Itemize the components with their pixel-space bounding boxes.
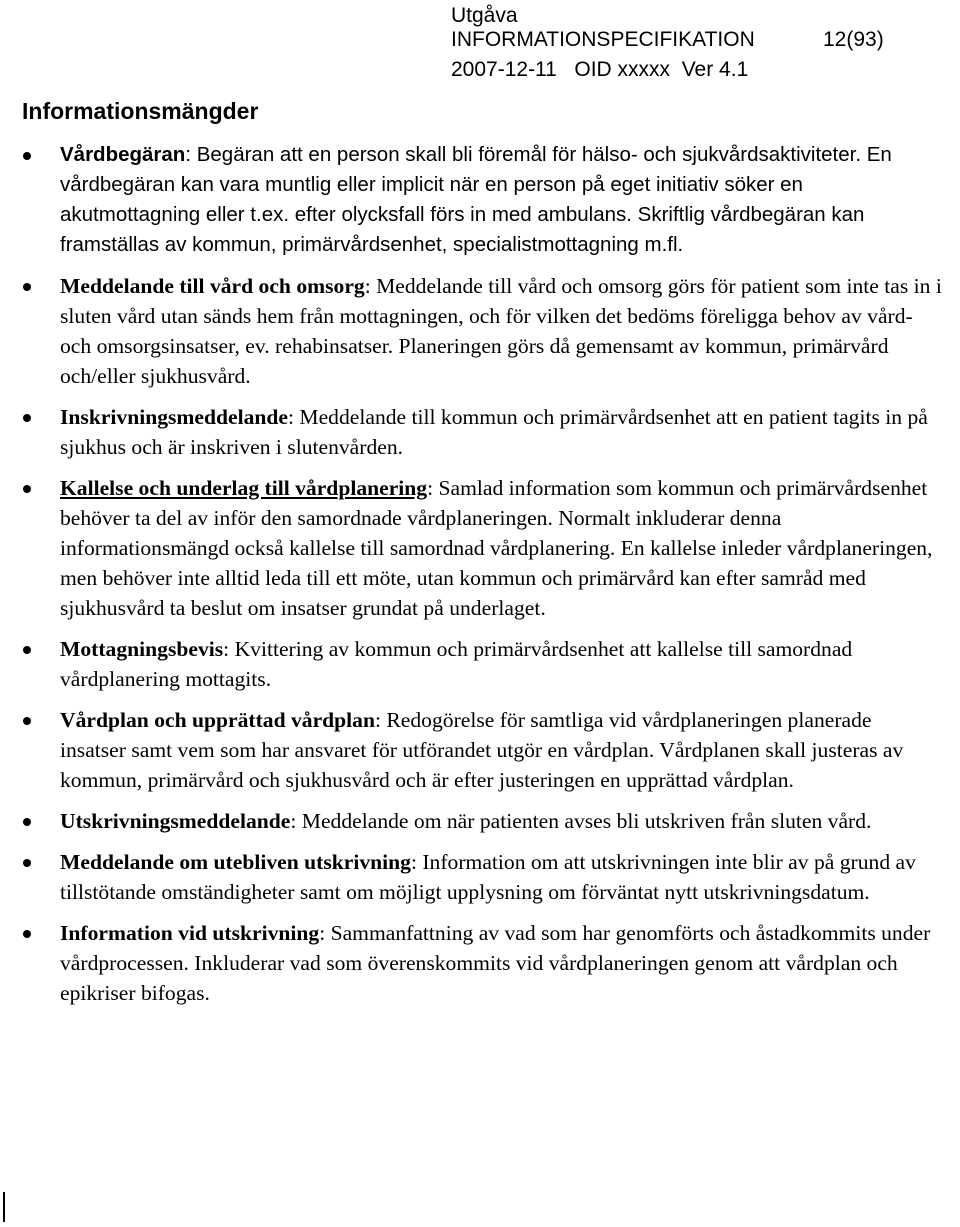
item-colon: : [375,708,381,732]
bullet-icon [23,930,31,938]
item-colon: : [185,143,192,166]
list-item-vardplan [0,705,960,795]
bullet-icon [23,646,31,654]
item-term: Vårdbegäran [60,143,186,166]
item-description: Kvittering av kommun och primärvårdsenhet att kallelse till samordnad vårdplanering mottagits. [60,637,853,691]
item-term: Meddelande till vård och omsorg [60,274,365,298]
item-description: Meddelande till kommun och primärvårdsenhet att en patient tagits in på sjukhus och är inskriven i slutenvården. [60,405,928,459]
definition-list [0,140,960,1008]
bullet-icon [23,717,31,725]
item-term: Meddelande om utebliven utskrivning [60,850,411,874]
bullet-icon [23,283,31,291]
document-title: INFORMATIONSPECIFIKATION [451,28,755,51]
item-colon: : [427,476,434,500]
item-description: Meddelande till vård och omsorg görs för patient som inte tas in i sluten vård utan sänds hem från mottagningen, och för vilken det bedöms föreligga behov av vård- och omsorgsinsatser, ev. rehabinsatser. Planeringen görs då gemensamt av kommun, primärvård och/eller sjukhusvård. [60,274,942,388]
bullet-icon [23,152,31,160]
list-item-information-utskrivning [0,918,960,1008]
item-term: Mottagningsbevis [60,637,224,661]
item-colon: : [290,809,297,833]
list-item-utebliven-utskrivning [0,847,960,907]
bullet-icon [23,485,31,493]
item-description: Begäran att en person skall bli föremål för hälso- och sjukvårdsaktiviteter. En vårdbegäran kan vara muntlig eller implicit när en person på eget initiativ söker en akutmottagning eller t.ex. efter olycksfall förs in med ambulans. Skriftlig vårdbegäran kan framställas av kommun, primärvårdsenhet, specialistmottagning m.fl. [60,143,892,256]
list-item-vardbegaran [0,140,960,260]
item-term: Kallelse och underlag till vårdplanering [60,476,428,500]
item-description: Meddelande om när patienten avses bli utskriven från sluten vård. [296,809,872,833]
item-colon: : [288,405,294,429]
item-term: Utskrivningsmeddelande [60,809,291,833]
list-item-mottagningsbevis [0,634,960,694]
bullet-icon [23,859,31,867]
item-description: Sammanfattning av vad som har genomförts och åstadkommits under vårdprocessen. Inkluderar vad som överenskommits vid vårdplaneringen genom att vårdplan och epikriser bifogas. [60,921,931,1005]
item-term: Vårdplan och upprättad vårdplan [60,708,375,732]
list-item-inskrivningsmeddelande [0,402,960,462]
item-term: Inskrivningsmeddelande [60,405,288,429]
edition-label: Utgåva [451,4,518,27]
list-item-kallelse-underlag [0,473,960,623]
item-description: Samlad information som kommun och primärvårdsenhet behöver ta del av inför den samordnade vårdplaneringen. Normalt inkluderar denna informationsmängd också kallelse till samordnad vårdplanering. En kallelse inleder vårdplaneringen, men behöver inte alltid leda till ett möte, utan kommun och primärvård kan efter samråd med sjukhusvård ta beslut om insatser grundat på underlaget. [60,476,933,620]
item-colon: : [319,921,326,945]
item-term: Information vid utskrivning [60,921,320,945]
list-item-meddelande-vard-omsorg [0,271,960,391]
item-description: Redogörelse för samtliga vid vårdplaneringen planerade insatser samt vem som har ansvaret för utförandet utgör en vårdplan. Vårdplanen skall justeras av kommun, primärvård och sjukhusvård och är efter justeringen en upprättad vårdplan. [60,708,904,792]
page-number: 12(93) [823,28,884,51]
item-colon: : [410,850,417,874]
item-colon: : [223,637,230,661]
item-colon: : [364,274,371,298]
margin-marker [3,1192,5,1222]
bullet-icon [23,414,31,422]
list-item-utskrivningsmeddelande [0,806,960,836]
item-description: Information om att utskrivningen inte blir av på grund av tillstötande omständigheter samt om möjligt upplysning om förväntat nytt utskrivningsdatum. [60,850,916,904]
document-date-version: 2007-12-11 OID xxxxx Ver 4.1 [451,58,749,81]
bullet-icon [23,818,31,826]
section-heading: Informationsmängder [22,98,259,124]
